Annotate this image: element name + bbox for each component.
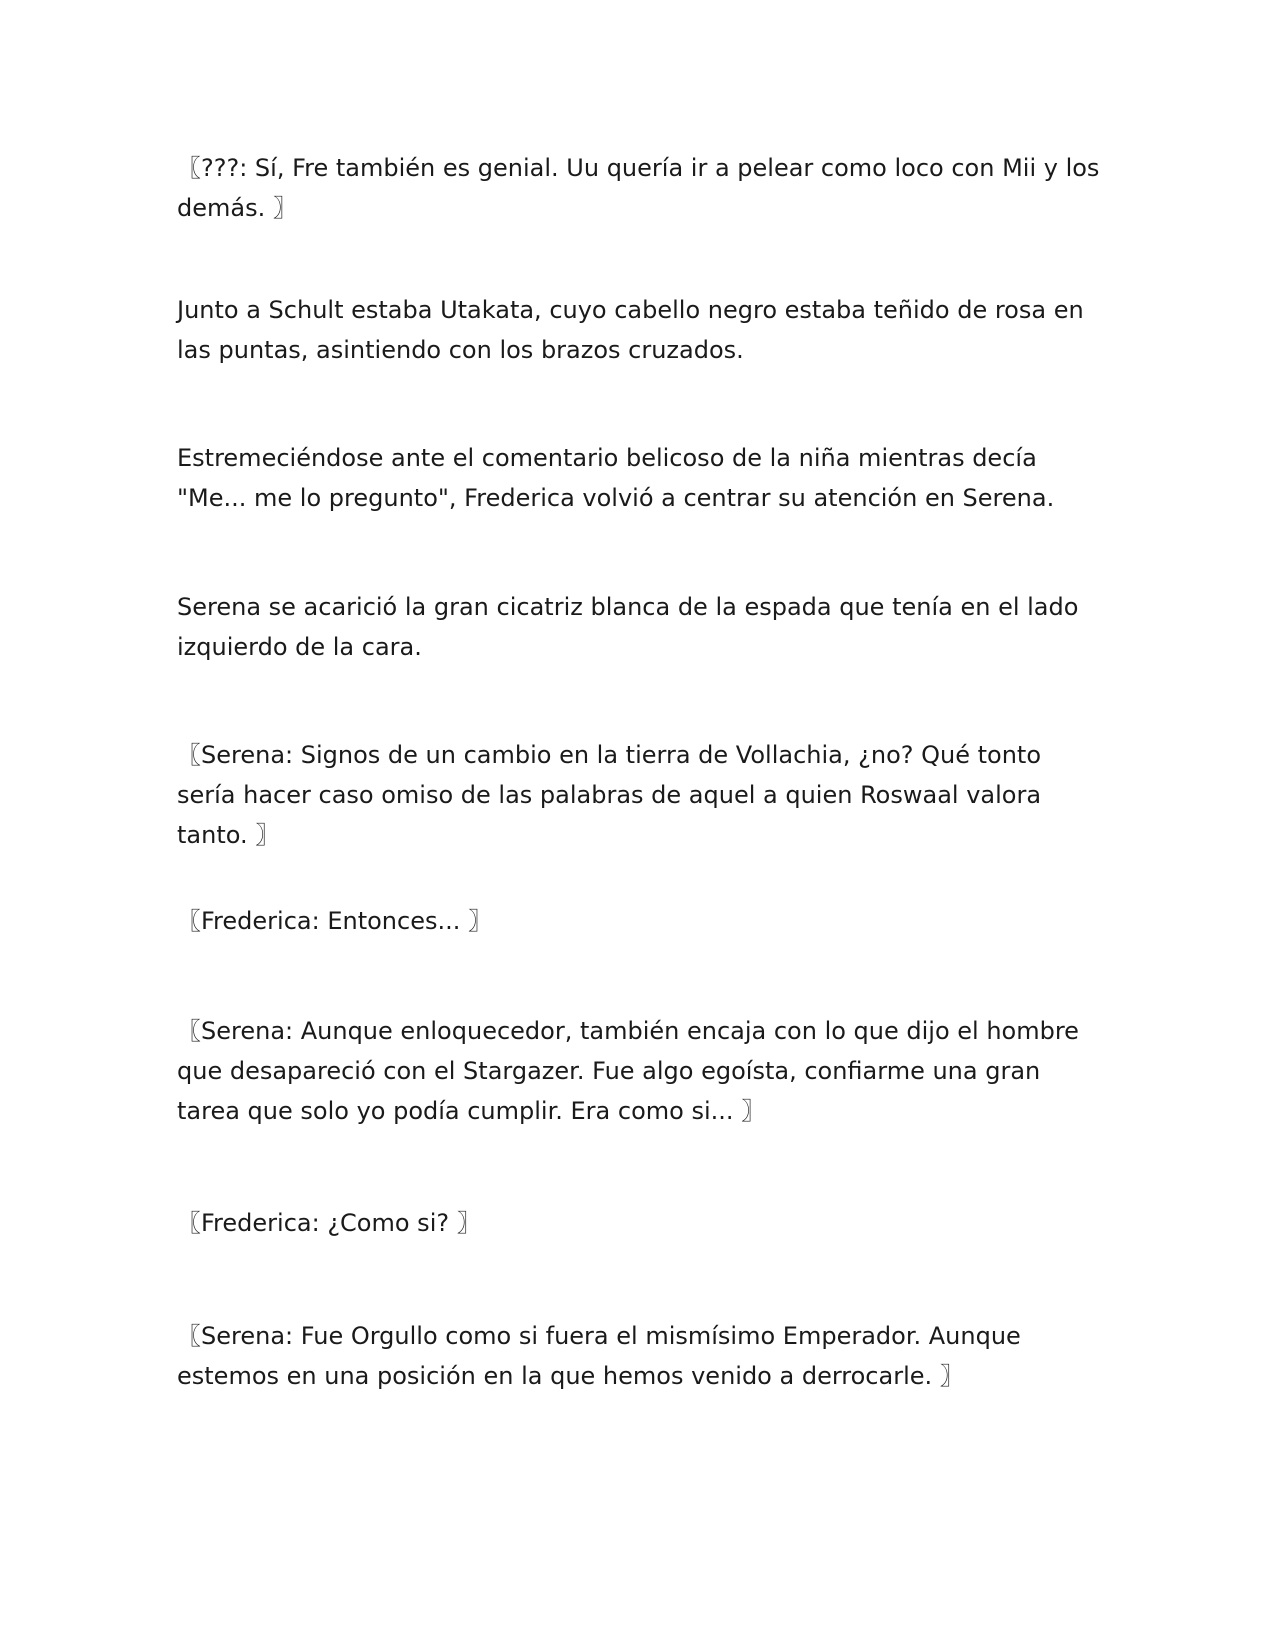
paragraph-dialogue: 〖???: Sí, Fre también es genial. Uu quería ir a pelear como loco con Mii y los demás. 〗 <box>177 154 1100 222</box>
paragraph-dialogue: 〖Frederica: ¿Como si? 〗 <box>177 1209 481 1237</box>
paragraph-dialogue: 〖Frederica: Entonces... 〗 <box>177 907 492 935</box>
paragraph-narration: Serena se acarició la gran cicatriz blanca de la espada que tenía en el lado izquierdo de la cara. <box>177 593 1079 661</box>
paragraph-dialogue: 〖Serena: Fue Orgullo como si fuera el mismísimo Emperador. Aunque estemos en una posición en la que hemos venido a derrocarle. 〗 <box>177 1322 1021 1390</box>
paragraph-dialogue: 〖Serena: Signos de un cambio en la tierra de Vollachia, ¿no? Qué tonto sería hacer caso omiso de las palabras de aquel a quien Roswaal valora tanto. 〗 <box>177 741 1042 849</box>
paragraph-dialogue: 〖Serena: Aunque enloquecedor, también encaja con lo que dijo el hombre que desapareció con el Stargazer. Fue algo egoísta, confiarme una gran tarea que solo yo podía cumplir. Era como si... 〗 <box>177 1017 1079 1125</box>
paragraph-narration: Junto a Schult estaba Utakata, cuyo cabello negro estaba teñido de rosa en las puntas, asintiendo con los brazos cruzados. <box>177 296 1084 364</box>
paragraph-narration: Estremeciéndose ante el comentario belicoso de la niña mientras decía "Me... me lo pregunto", Frederica volvió a centrar su atención en Serena. <box>177 444 1055 512</box>
